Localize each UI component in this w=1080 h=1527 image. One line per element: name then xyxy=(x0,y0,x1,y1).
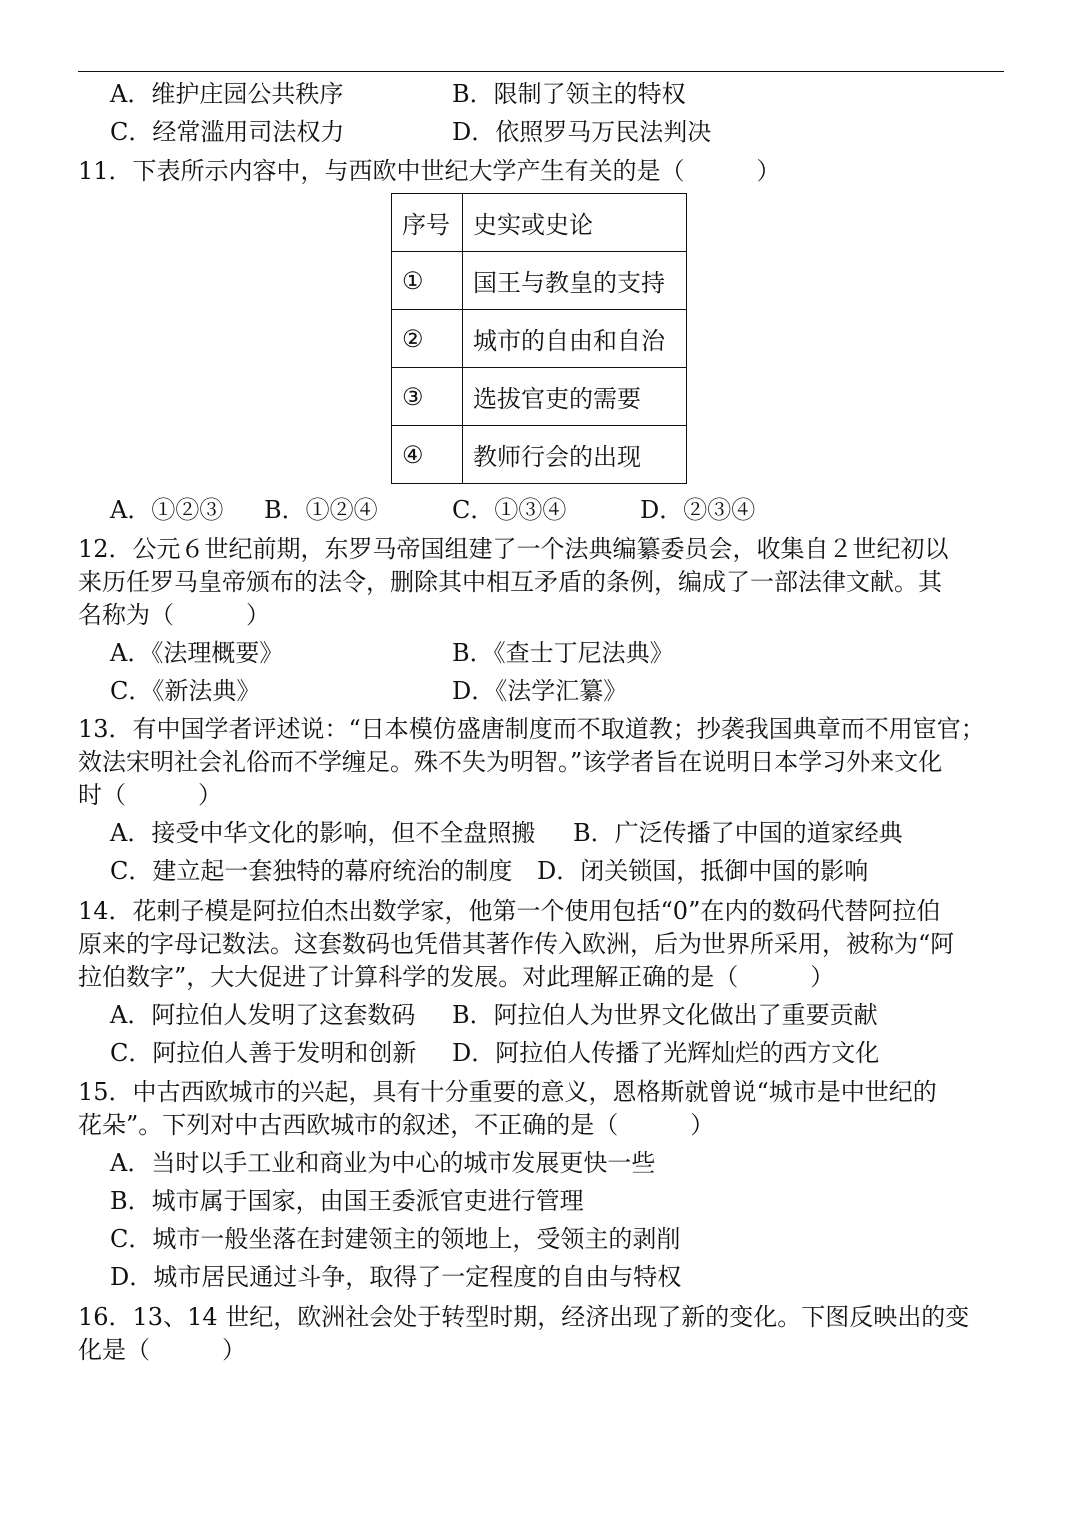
q13-option-c: C．建立起一套独特的幕府统治的制度 xyxy=(110,857,513,885)
q13-option-b: B．广泛传播了中国的道家经典 xyxy=(573,819,903,847)
q12-option-b: B．《查士丁尼法典》 xyxy=(452,639,674,667)
table-cell-fact: 教师行会的出现 xyxy=(463,426,687,484)
q14-stem-line-2: 原来的字母记数法。这套数码也凭借其著作传入欧洲，后为世界所采用，被称为“阿 xyxy=(78,930,955,958)
q11-option-a: A．①②③ xyxy=(110,496,224,524)
table-cell-fact: 国王与教皇的支持 xyxy=(463,252,687,310)
q16-stem-line-1: 16．13、14 世纪，欧洲社会处于转型时期，经济出现了新的变化。下图反映出的变 xyxy=(78,1303,970,1331)
q14-option-c: C．阿拉伯人善于发明和创新 xyxy=(110,1039,417,1067)
q10-option-b: B．限制了领主的特权 xyxy=(452,80,686,108)
table-header-row xyxy=(392,194,687,252)
q15-option-b: B．城市属于国家，由国王委派官吏进行管理 xyxy=(110,1187,584,1215)
q14-option-d: D．阿拉伯人传播了光辉灿烂的西方文化 xyxy=(452,1039,880,1067)
q15-stem-line-1: 15．中古西欧城市的兴起，具有十分重要的意义，恩格斯就曾说“城市是中世纪的 xyxy=(78,1078,937,1106)
header-rule xyxy=(78,71,1004,72)
table-row xyxy=(392,426,687,484)
q10-option-d: D．依照罗马万民法判决 xyxy=(452,118,712,146)
table-row xyxy=(392,310,687,368)
q12-stem-line-1: 12．公元６世纪前期，东罗马帝国组建了一个法典编纂委员会，收集自２世纪初以 xyxy=(78,535,949,563)
table-cell-number: ② xyxy=(392,310,463,368)
q13-option-a: A．接受中华文化的影响，但不全盘照搬 xyxy=(110,819,536,847)
table-cell-fact: 城市的自由和自治 xyxy=(463,310,687,368)
q14-stem-line-1: 14．花剌子模是阿拉伯杰出数学家，他第一个使用包括“0”在内的数码代替阿拉伯 xyxy=(78,897,941,925)
table-row xyxy=(392,252,687,310)
q11-option-c: C．①③④ xyxy=(452,496,567,524)
q11-option-d: D．②③④ xyxy=(640,496,756,524)
table-cell-number: ③ xyxy=(392,368,463,426)
table-cell-number: ④ xyxy=(392,426,463,484)
table-header-cell: 序号 xyxy=(392,194,463,252)
q12-option-a: A．《法理概要》 xyxy=(110,639,284,667)
table-header-cell: 史实或史论 xyxy=(463,194,687,252)
table-cell-number: ① xyxy=(392,252,463,310)
q11-option-b: B．①②④ xyxy=(264,496,378,524)
q10-option-c: C．经常滥用司法权力 xyxy=(110,118,345,146)
table-row xyxy=(392,368,687,426)
q12-stem-line-2: 来历任罗马皇帝颁布的法令，删除其中相互矛盾的条例，编成了一部法律文献。其 xyxy=(78,568,942,596)
q11-table xyxy=(391,193,687,484)
q14-option-b: B．阿拉伯人为世界文化做出了重要贡献 xyxy=(452,1001,878,1029)
q12-option-c: C．《新法典》 xyxy=(110,677,261,705)
table-cell-fact: 选拔官吏的需要 xyxy=(463,368,687,426)
q15-option-a: A．当时以手工业和商业为中心的城市发展更快一些 xyxy=(110,1149,656,1177)
q10-option-a: A．维护庄园公共秩序 xyxy=(110,80,344,108)
q14-stem-line-3: 拉伯数字”，大大促进了计算科学的发展。对此理解正确的是（ ） xyxy=(78,963,835,991)
q13-stem-line-2: 效法宋明社会礼俗而不学缠足。殊不失为明智。”该学者旨在说明日本学习外来文化 xyxy=(78,748,943,776)
q13-stem-line-3: 时（ ） xyxy=(78,781,222,809)
q15-option-d: D．城市居民通过斗争，取得了一定程度的自由与特权 xyxy=(110,1263,682,1291)
q16-stem-line-2: 化是（ ） xyxy=(78,1336,246,1364)
q11-stem: 11．下表所示内容中，与西欧中世纪大学产生有关的是（ ） xyxy=(78,157,781,185)
q15-stem-line-2: 花朵”。下列对中古西欧城市的叙述，不正确的是（ ） xyxy=(78,1111,715,1139)
q12-option-d: D．《法学汇纂》 xyxy=(452,677,628,705)
q12-stem-line-3: 名称为（ ） xyxy=(78,601,270,629)
q15-option-c: C．城市一般坐落在封建领主的领地上，受领主的剥削 xyxy=(110,1225,681,1253)
q13-option-d: D．闭关锁国，抵御中国的影响 xyxy=(537,857,869,885)
q13-stem-line-1: 13．有中国学者评述说：“日本模仿盛唐制度而不取道教；抄袭我国典章而不用宦官； xyxy=(78,715,985,743)
q14-option-a: A．阿拉伯人发明了这套数码 xyxy=(110,1001,416,1029)
